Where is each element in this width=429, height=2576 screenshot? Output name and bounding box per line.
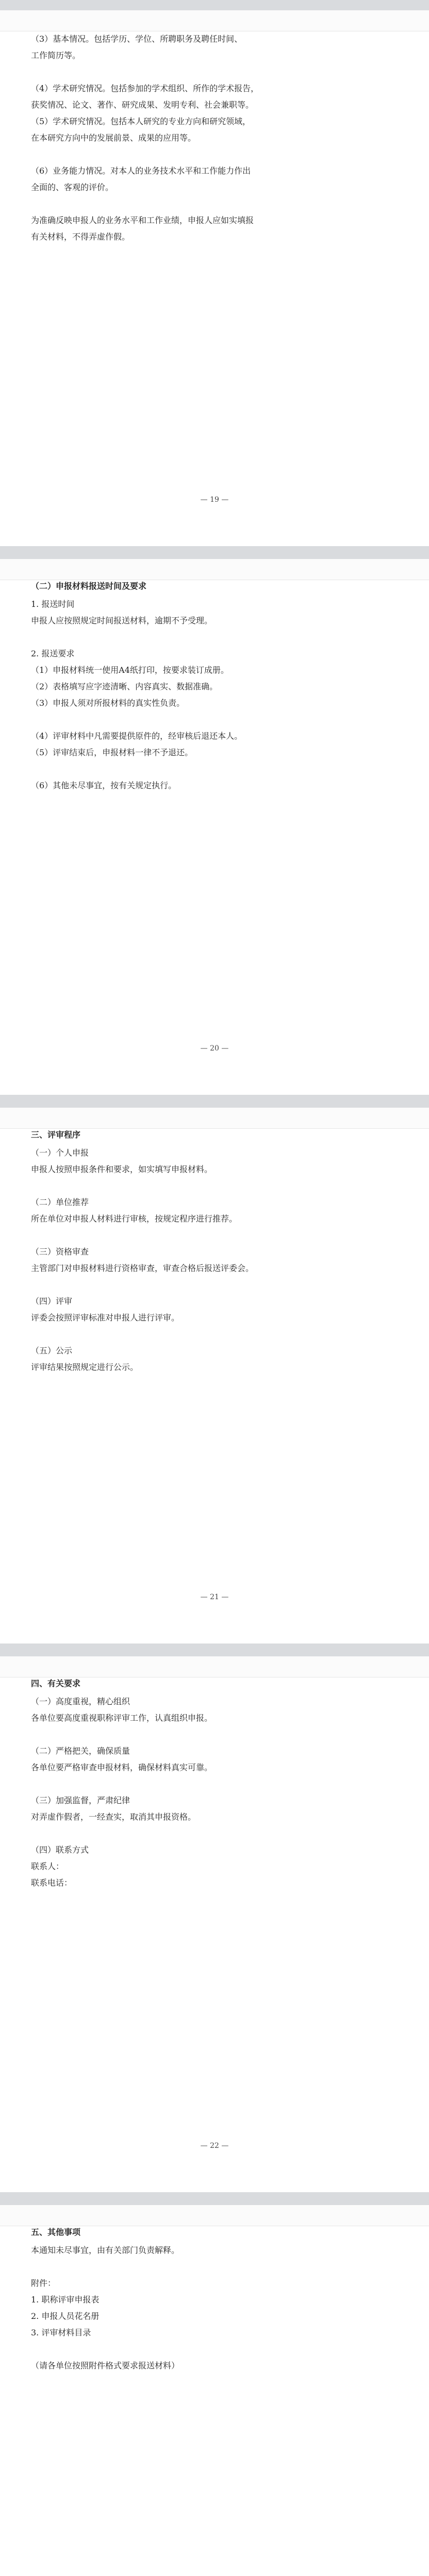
text-line: （三）资格审查 [31, 1247, 89, 1257]
text-line: 申报人按照申报条件和要求，如实填写申报材料。 [31, 1164, 213, 1174]
text-line: 评审结果按照规定进行公示。 [31, 1362, 139, 1372]
text-line: 获奖情况、论文、著作、研究成果、发明专利、社会兼职等。 [31, 100, 254, 110]
section-heading: （二）申报材料报送时间及要求 [31, 581, 147, 591]
text-line: （5）评审结束后，申报材料一律不予退还。 [31, 748, 193, 757]
page-header [0, 1108, 429, 1129]
text-line: （一）个人申报 [31, 1148, 89, 1158]
text-line: 全面的、客观的评价。 [31, 182, 114, 192]
text-line: 所在单位对申报人材料进行审核，按规定程序进行推荐。 [31, 1214, 238, 1224]
document-page [0, 559, 429, 1095]
page-content [31, 1677, 398, 2161]
page-number: — 19 — [200, 496, 229, 504]
text-line: （2）表格填写应字迹清晰、内容真实、数据准确。 [31, 682, 218, 691]
text-line: 各单位要严格审查申报材料，确保材料真实可靠。 [31, 1762, 213, 1772]
page-header [0, 559, 429, 580]
document-page [0, 1656, 429, 2192]
text-line: 各单位要高度重视职称评审工作，认真组织申报。 [31, 1713, 213, 1723]
text-line: （6）其他未尽事宜，按有关规定执行。 [31, 781, 177, 790]
text-line: 在本研究方向中的发展前景、成果的应用等。 [31, 133, 196, 143]
text-line: （6）业务能力情况。对本人的业务技术水平和工作能力作出 [31, 166, 251, 176]
page-number: — 21 — [200, 1593, 229, 1601]
text-line: 评委会按照评审标准对申报人进行评审。 [31, 1313, 180, 1323]
section-heading: 四、有关要求 [31, 1679, 81, 1688]
text-line: 1. 报送时间 [31, 599, 75, 609]
text-line: （五）公示 [31, 1346, 73, 1355]
text-line: 本通知未尽事宜，由有关部门负责解释。 [31, 2245, 180, 2255]
text-line: 对弄虚作假者，一经查实，取消其申报资格。 [31, 1812, 196, 1822]
text-line: （二）严格把关，确保质量 [31, 1746, 130, 1756]
page-content [31, 2226, 398, 2576]
text-line: 3. 评审材料目录 [31, 2328, 91, 2337]
text-line: （3）申报人须对所报材料的真实性负责。 [31, 698, 185, 708]
text-line: （5）学术研究情况。包括本人研究的专业方向和研究领域， [31, 116, 251, 126]
page-number: — 22 — [200, 2142, 229, 2150]
text-line: 2. 申报人员花名册 [31, 2311, 100, 2321]
document-page [0, 10, 429, 546]
text-line: 附件： [31, 2278, 56, 2288]
text-line: 有关材料，不得弄虚作假。 [31, 232, 130, 242]
section-heading: 五、其他事项 [31, 2227, 81, 2237]
text-line: （二）单位推荐 [31, 1197, 89, 1207]
page-content [31, 31, 398, 515]
document-page [0, 2205, 429, 2576]
text-line: （4）学术研究情况。包括参加的学术组织、所作的学术报告， [31, 83, 259, 93]
text-line: （一）高度重视，精心组织 [31, 1697, 130, 1706]
section-heading: 三、评审程序 [31, 1130, 81, 1140]
text-line: （四）联系方式 [31, 1845, 89, 1855]
text-line: 1. 职称评审申报表 [31, 2295, 100, 2304]
text-line: 工作简历等。 [31, 50, 81, 60]
page-content [31, 580, 398, 1064]
text-line: （4）评审材料中凡需要提供原件的，经审核后退还本人。 [31, 731, 243, 741]
page-header [0, 2205, 429, 2226]
text-line: 联系电话： [31, 1878, 73, 1888]
page-content [31, 1128, 398, 1613]
page-number: — 20 — [200, 1044, 229, 1053]
text-line: 为准确反映申报人的业务水平和工作业绩，申报人应如实填报 [31, 215, 254, 225]
text-line: 主管部门对申报材料进行资格审查，审查合格后报送评委会。 [31, 1263, 254, 1273]
document-page [0, 1108, 429, 1643]
text-line: 联系人： [31, 1861, 64, 1871]
page-header [0, 1656, 429, 1677]
text-line: （3）基本情况。包括学历、学位、所聘职务及聘任时间、 [31, 34, 243, 44]
text-line: （1）申报材料统一使用A4纸打印，按要求装订成册。 [31, 665, 229, 675]
page-header [0, 10, 429, 31]
text-line: （三）加强监督，严肃纪律 [31, 1795, 130, 1805]
text-line: （四）评审 [31, 1296, 73, 1306]
text-line: 2. 报送要求 [31, 649, 75, 658]
text-line: （请各单位按照附件格式要求报送材料） [31, 2361, 180, 2370]
text-line: 申报人应按照规定时间报送材料，逾期不予受理。 [31, 616, 213, 625]
